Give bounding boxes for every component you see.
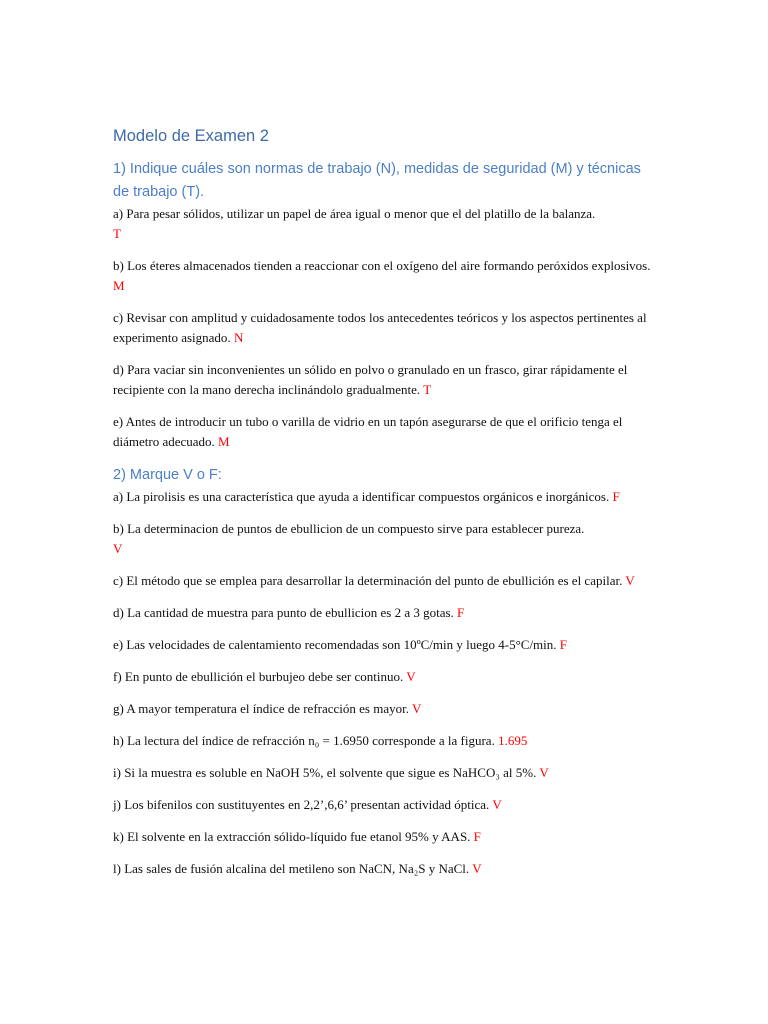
answer-mark: T [423,382,432,397]
question-text: i) Si la muestra es soluble en NaOH 5%, el solvente que sigue es NaHCO₃ al 5%. [113,765,537,780]
question-text: h) La lectura del índice de refracción n₀ = 1.6950 corresponde a la figura. [113,733,495,748]
question-2g [113,699,658,719]
answer-mark: 1.695 [498,733,528,748]
answer-mark: M [113,278,125,293]
section-2-heading: 2) Marque V o F: [113,467,222,483]
question-2f [113,667,658,687]
answer-mark: V [412,701,422,716]
answer-mark: V [113,541,123,556]
question-2i [113,763,658,783]
question-text: j) Los bifenilos con sustituyentes en 2,2’,6,6’ presentan actividad óptica. [113,797,490,812]
question-text: b) La determinacion de puntos de ebullicion de un compuesto sirve para establecer pureza. [113,521,585,536]
question-text: e) Las velocidades de calentamiento recomendadas son 10ºC/min y luego 4-5°C/min. [113,637,557,652]
question-text: k) El solvente en la extracción sólido-líquido fue etanol 95% y AAS. [113,829,471,844]
question-text: a) La pirolisis es una característica que ayuda a identificar compuestos orgánicos e inorgánicos. [113,489,610,504]
question-2b [113,519,658,559]
answer-mark: V [492,797,502,812]
question-1d [113,360,658,400]
answer-mark: V [472,861,482,876]
question-2j [113,795,658,815]
question-1e [113,412,658,452]
document-title: Modelo de Examen 2 [113,127,269,145]
question-2l [113,859,658,879]
question-1a [113,204,658,244]
question-text: f) En punto de ebullición el burbujeo debe ser continuo. [113,669,404,684]
question-2k [113,827,658,847]
answer-mark: V [539,765,549,780]
question-text: a) Para pesar sólidos, utilizar un papel de área igual o menor que el del platillo de la balanza. [113,206,596,221]
question-1c [113,308,658,348]
answer-mark: V [625,573,635,588]
answer-mark: V [406,669,416,684]
answer-mark: F [559,637,568,652]
question-text: c) El método que se emplea para desarrollar la determinación del punto de ebullición es el capilar. [113,573,623,588]
question-text: l) Las sales de fusión alcalina del metileno son NaCN, Na₂S y NaCl. [113,861,470,876]
question-2c [113,571,658,591]
question-2a [113,487,658,507]
question-text: b) Los éteres almacenados tienden a reaccionar con el oxígeno del aire formando peróxidos explosivos. [113,258,651,273]
question-2e [113,635,658,655]
question-text: c) Revisar con amplitud y cuidadosamente todos los antecedentes teóricos y los aspectos pertinentes al experimento asignado. [113,310,647,345]
question-text: e) Antes de introducir un tubo o varilla de vidrio en un tapón asegurarse de que el orificio tenga el diámetro adecuado. [113,414,623,449]
section-1-heading: 1) Indique cuáles son normas de trabajo (N), medidas de seguridad (M) y técnicas de trabajo (T). [113,161,641,200]
document-page [113,124,658,891]
answer-mark: M [218,434,230,449]
question-2h [113,731,658,751]
question-text: d) Para vaciar sin inconvenientes un sólido en polvo o granulado en un frasco, girar rápidamente el recipiente con la mano derecha inclinándolo gradualmente. [113,362,628,397]
answer-mark: F [457,605,465,620]
answer-mark: F [612,489,620,504]
answer-mark: N [233,330,244,345]
answer-mark: T [113,226,121,241]
answer-mark: F [473,829,481,844]
question-text: g) A mayor temperatura el índice de refracción es mayor. [113,701,409,716]
question-1b [113,256,658,296]
question-2d [113,603,658,623]
question-text: d) La cantidad de muestra para punto de ebullicion es 2 a 3 gotas. [113,605,454,620]
